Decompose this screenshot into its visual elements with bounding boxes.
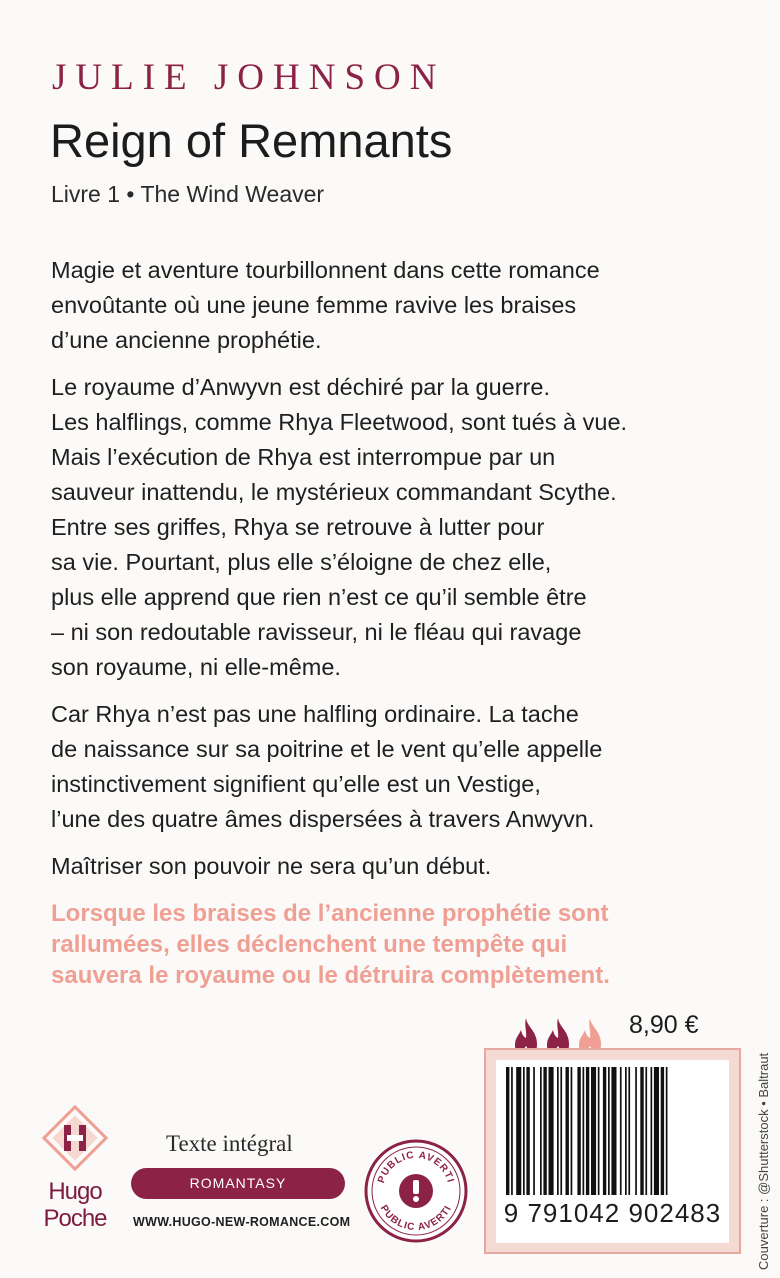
blurb-line: Magie et aventure tourbillonnent dans cette romance (51, 257, 600, 283)
publisher-line: Poche (43, 1205, 107, 1232)
blurb-line: Entre ses griffes, Rhya se retrouve à lutter pour (51, 514, 545, 540)
blurb-line: son royaume, ni elle-même. (51, 654, 341, 680)
barcode-bar (645, 1067, 647, 1195)
barcode-bar (640, 1067, 643, 1195)
badge-text: PUBLIC AVERTI (377, 1203, 455, 1234)
barcode-bar (625, 1067, 627, 1195)
book-title: Reign of Remnants (50, 114, 453, 167)
blurb-line: Mais l’exécution de Rhya est interrompue par un (51, 444, 556, 470)
blurb-line: – ni son redoutable ravisseur, ni le fléau qui ravage (51, 619, 582, 645)
blurb-line: Maîtriser son pouvoir ne sera qu’un début. (51, 853, 492, 879)
blurb-paragraph (51, 849, 731, 884)
barcode-bar (571, 1067, 573, 1195)
blurb-line: sauveur inattendu, le mystérieux commandant Scythe. (51, 479, 617, 505)
barcode-bar (583, 1067, 585, 1195)
publisher-name (41, 1178, 109, 1232)
cover-credit: Couverture : @Shutterstock • Baltraut (756, 1052, 771, 1270)
tagline-line: rallumées, elles déclenchent une tempête qui (51, 931, 568, 958)
exclamation-icon (399, 1174, 433, 1208)
barcode-frame (484, 1048, 741, 1254)
blurb-line: de naissance sur sa poitrine et le vent qu’elle appelle (51, 736, 603, 762)
barcode-bar (620, 1067, 622, 1195)
hugo-logo-icon (37, 1100, 113, 1176)
edition-label: Texte intégral (166, 1131, 293, 1156)
website-link: WWW.HUGO-NEW-ROMANCE.COM (133, 1215, 351, 1229)
blurb-line: plus elle apprend que rien n’est ce qu’il semble être (51, 584, 587, 610)
genre-badge: ROMANTASY (131, 1168, 345, 1199)
barcode-bar (533, 1067, 535, 1195)
barcode-bar (608, 1067, 610, 1195)
barcode-bar (577, 1067, 580, 1195)
barcode (506, 1067, 719, 1195)
barcode-bar (628, 1067, 630, 1195)
barcode-bar (603, 1067, 606, 1195)
barcode-bar (506, 1067, 509, 1195)
blurb-line: d’une ancienne prophétie. (51, 327, 322, 353)
series-subtitle: Livre 1 • The Wind Weaver (51, 181, 325, 207)
barcode-bar (666, 1067, 668, 1195)
barcode-bar (651, 1067, 653, 1195)
blurb (51, 253, 731, 896)
barcode-bar (591, 1067, 596, 1195)
blurb-line: instinctivement signifient qu’elle est un Vestige, (51, 771, 541, 797)
barcode-bar (516, 1067, 521, 1195)
public-averti-badge (363, 1138, 469, 1244)
barcode-bar (540, 1067, 542, 1195)
blurb-line: Les halflings, comme Rhya Fleetwood, sont tués à vue. (51, 409, 628, 435)
blurb-paragraph (51, 370, 731, 685)
publisher-line: Hugo (48, 1178, 102, 1205)
barcode-bar (566, 1067, 569, 1195)
tagline-line: sauvera le royaume ou le détruira complètement. (51, 962, 610, 989)
barcode-bar (549, 1067, 554, 1195)
blurb-line: envoûtante où une jeune femme ravive les braises (51, 292, 577, 318)
badge-text: PUBLIC AVERTI (376, 1149, 456, 1185)
blurb-line: Le royaume d’Anwyvn est déchiré par la guerre. (51, 374, 550, 400)
barcode-bar (654, 1067, 659, 1195)
barcode-bar (557, 1067, 559, 1195)
author-name: JULIE JOHNSON (52, 57, 446, 98)
barcode-bar (661, 1067, 664, 1195)
isbn-number: 9 791042 902483 (503, 1198, 722, 1228)
blurb-paragraph (51, 697, 731, 837)
blurb-line: Car Rhya n’est pas une halfling ordinaire. La tache (51, 701, 579, 727)
barcode-bar (526, 1067, 529, 1195)
barcode-bar (511, 1067, 513, 1195)
barcode-bar (598, 1067, 600, 1195)
blurb-line: l’une des quatre âmes dispersées à travers Anwyvn. (51, 806, 595, 832)
tagline-line: Lorsque les braises de l’ancienne prophétie sont (51, 900, 609, 927)
barcode-bar (560, 1067, 562, 1195)
barcode-bar (523, 1067, 525, 1195)
blurb-paragraph (51, 253, 731, 358)
barcode-bar (543, 1067, 546, 1195)
blurb-line: sa vie. Pourtant, plus elle s’éloigne de chez elle, (51, 549, 552, 575)
barcode-bar (586, 1067, 589, 1195)
barcode-bar (611, 1067, 616, 1195)
price: 8,90 € (629, 1011, 699, 1039)
barcode-bar (635, 1067, 637, 1195)
barcode-panel (496, 1060, 729, 1243)
tagline (51, 898, 610, 991)
